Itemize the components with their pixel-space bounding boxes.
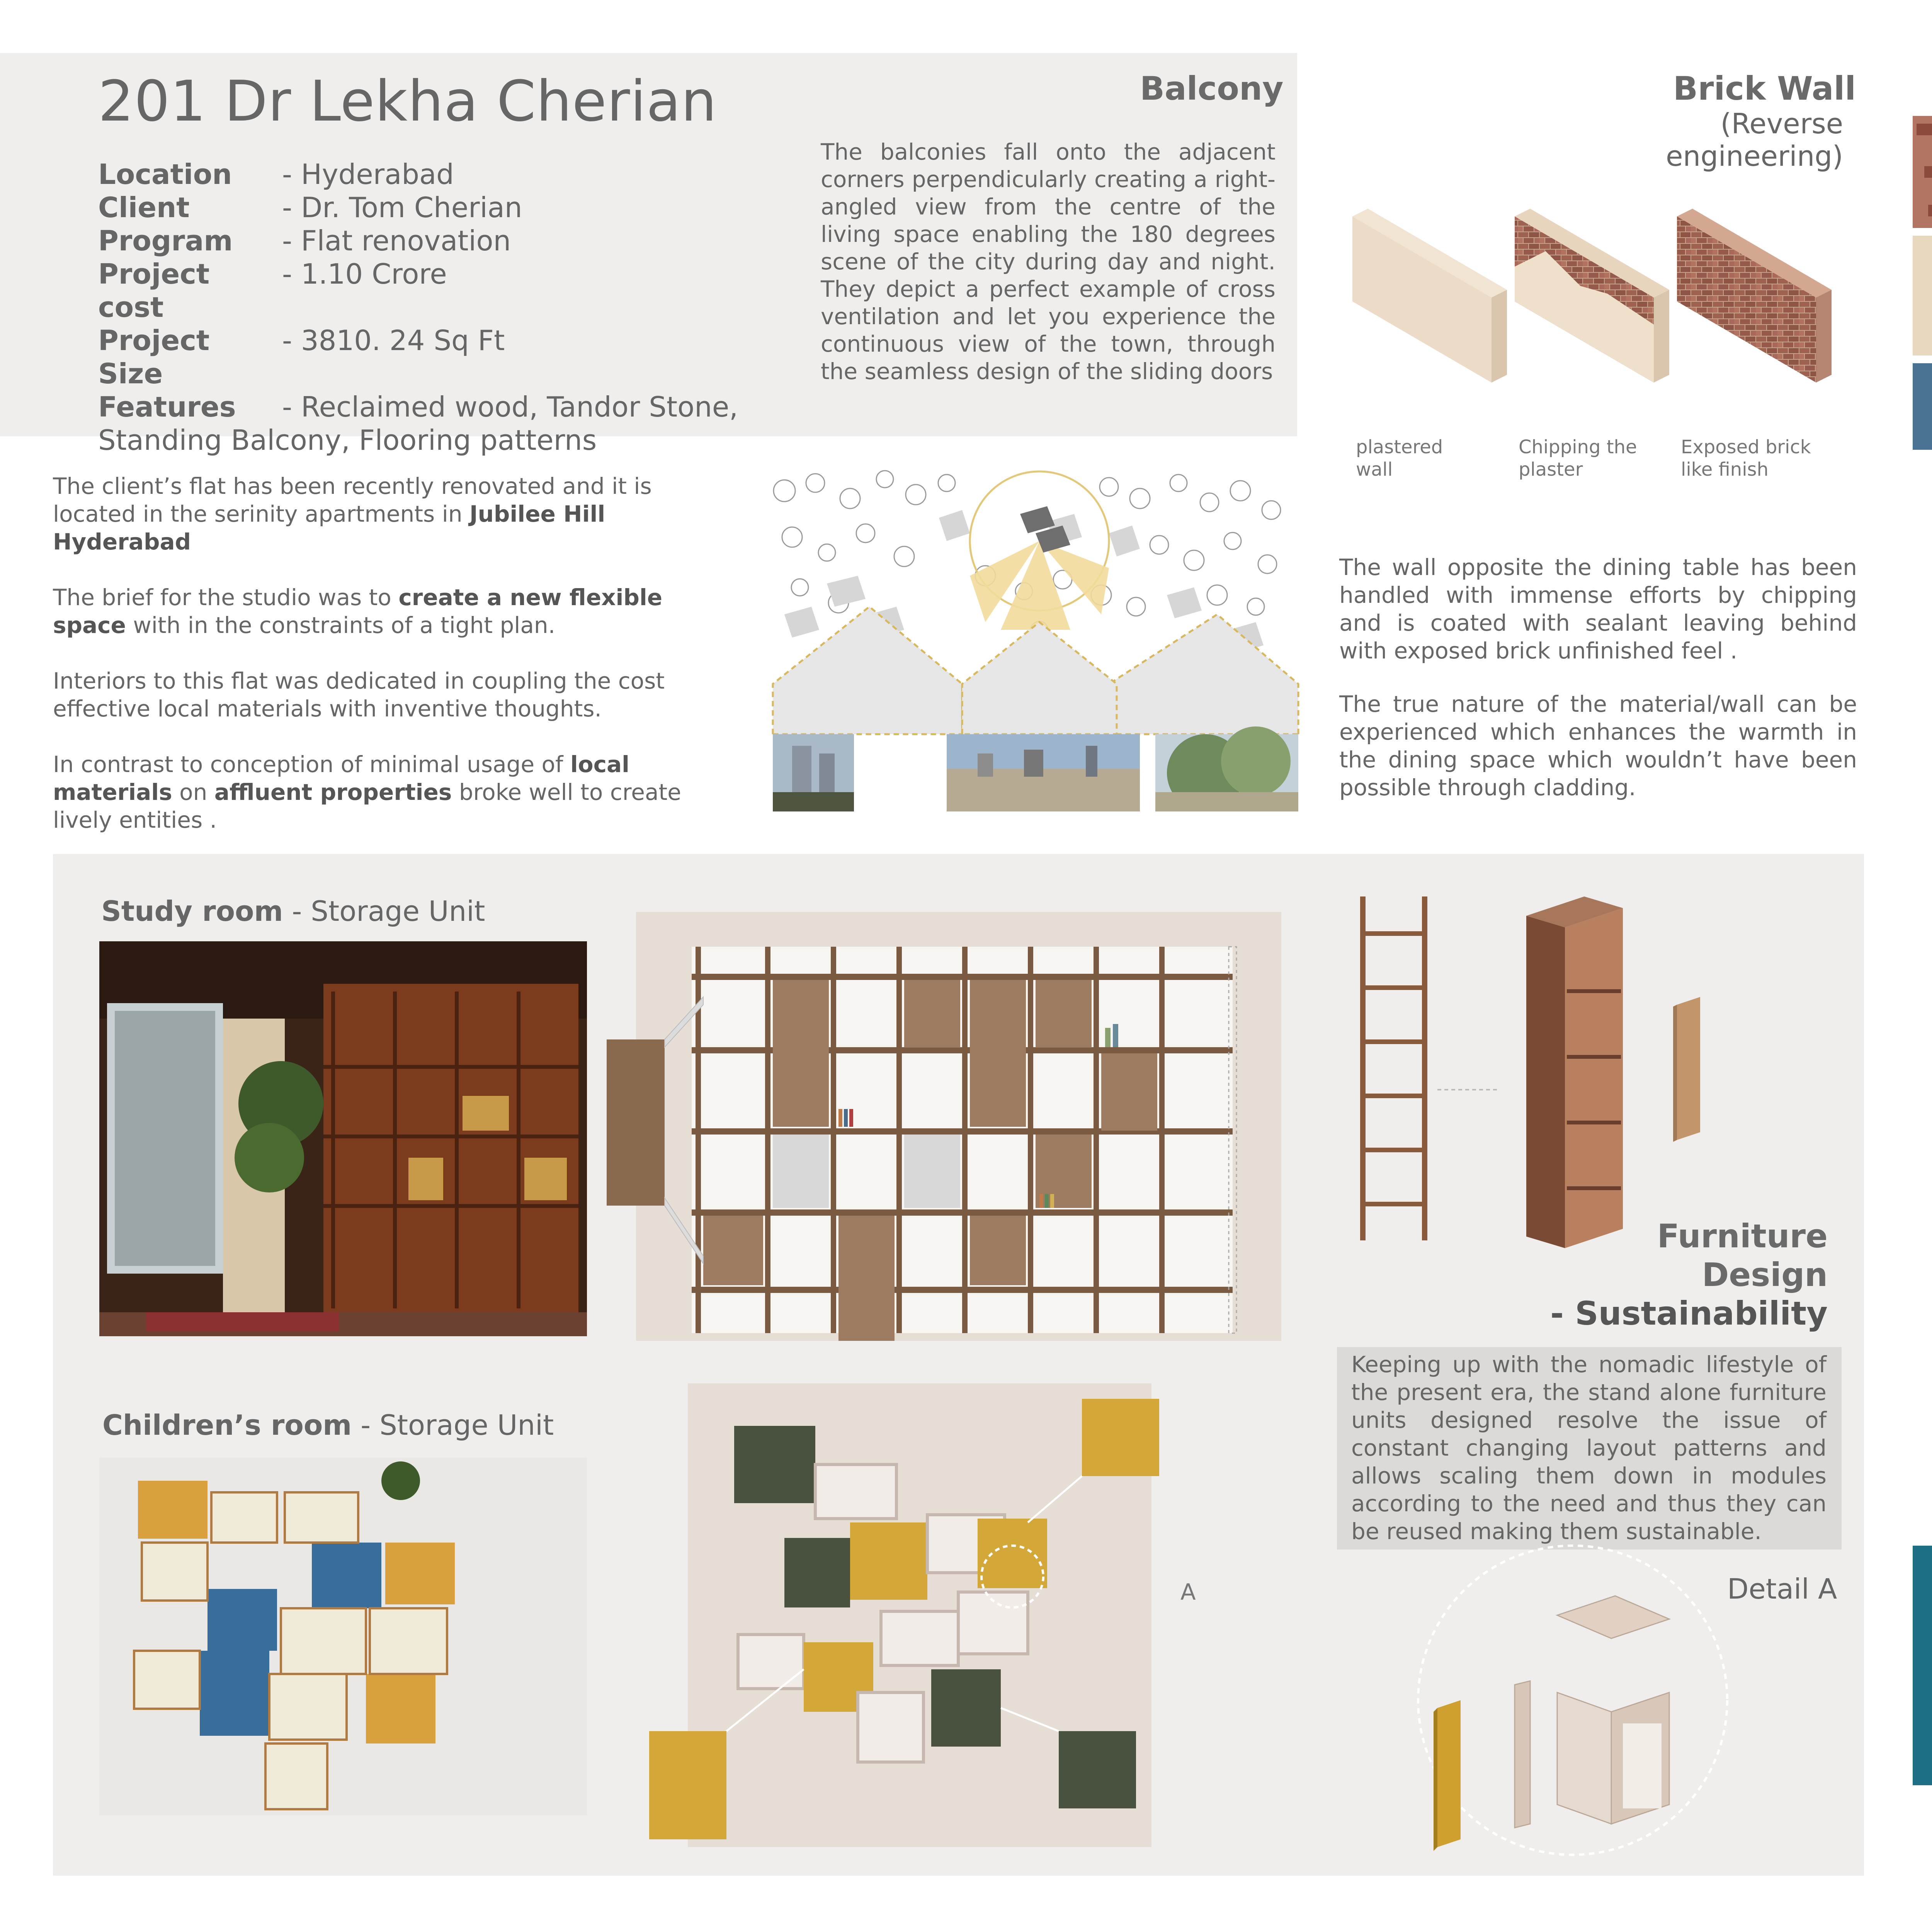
swatch-slate-blue bbox=[1913, 363, 1932, 450]
children-room-title: Children’s room - Storage Unit bbox=[102, 1409, 554, 1441]
site-plan-diagram bbox=[769, 468, 1302, 815]
intro-text bbox=[53, 472, 733, 862]
project-info bbox=[98, 158, 747, 457]
balcony-text: The balconies fall onto the adjacent corners perpendicularly creating a right-angled view from the centre of the living space enabling the 180 degrees scene of the city during day and night. They depict a perfect example of cross ventilation and let you experience the continuous view of the town, through the seamless design of the sliding doors bbox=[821, 139, 1276, 384]
project-title: 201 Dr Lekha Cherian bbox=[98, 69, 717, 134]
info-row-program: Program - Flat renovation bbox=[98, 225, 511, 257]
ladder-frame bbox=[1360, 896, 1427, 1240]
detail-a-label: Detail A bbox=[1727, 1573, 1837, 1605]
view-outline bbox=[773, 607, 1298, 734]
detail-panel-side bbox=[1515, 1681, 1530, 1828]
detail-cube-box bbox=[1557, 1596, 1669, 1824]
swatch-brick bbox=[1913, 116, 1932, 228]
shelf-module-explode bbox=[1352, 893, 1770, 1256]
drawing-teal-swatch bbox=[1913, 1546, 1932, 1785]
view-cones bbox=[970, 471, 1109, 630]
detail-marker-a: A bbox=[1180, 1579, 1196, 1605]
brick-wall-para-2: The true nature of the material/wall can be experienced which enhances the warmth in the dining space which wouldn’t have been possible through cladding. bbox=[1339, 691, 1857, 801]
cabinet-unit bbox=[1526, 896, 1623, 1248]
exposed-brick-block bbox=[1677, 209, 1832, 383]
furniture-title-3: - Sustainability bbox=[1550, 1294, 1828, 1332]
furniture-title-1: Furniture bbox=[1657, 1217, 1828, 1255]
chipping-plaster-block bbox=[1515, 209, 1669, 383]
info-row-features: Features - Reclaimed wood, Tandor Stone, bbox=[98, 391, 738, 423]
view-photo-right bbox=[1155, 726, 1298, 811]
brick-wall-steps-diagram bbox=[1345, 209, 1847, 410]
intro-para-4: In contrast to conception of minimal usage of local materials on affluent properties broke well to create lively entities . bbox=[53, 751, 681, 833]
caption-chipping-plaster: Chipping the plaster bbox=[1519, 436, 1637, 480]
study-room-title: Study room - Storage Unit bbox=[101, 895, 485, 927]
detail-a-diagram bbox=[1399, 1530, 1747, 1870]
caption-exposed-brick: Exposed brick like finish bbox=[1681, 436, 1811, 480]
study-room-photo bbox=[99, 941, 587, 1336]
flat-footprint bbox=[1020, 506, 1070, 553]
brick-wall-para-1: The wall opposite the dining table has been handled with immense efforts by chipping and is coated with sealant leaving behind with exposed brick unfinished feel . bbox=[1339, 554, 1857, 664]
shelf-frame bbox=[665, 947, 1236, 1341]
intro-para-2: The brief for the studio was to create a new flexible space with in the constraints of a tight plan. bbox=[53, 584, 663, 638]
shelf-elevation-diagram bbox=[603, 927, 1252, 1341]
swatch-marble bbox=[1913, 236, 1932, 356]
detail-panel-mustard bbox=[1434, 1700, 1461, 1851]
furniture-text: Keeping up with the nomadic lifestyle of the present era, the stand alone furniture units designed resolve the issue of constant changing layout patterns and allows scaling them down in modules according to the need and thus they can be reused making them sustainable. bbox=[1351, 1351, 1827, 1544]
dining-swatches bbox=[1913, 112, 1932, 518]
info-row-cost: Project cost - 1.10 Crore bbox=[98, 258, 447, 323]
shelf-open-panel bbox=[607, 1039, 665, 1206]
info-row-size: Project Size - 3810. 24 Sq Ft bbox=[98, 324, 505, 390]
furniture-title-2: Design bbox=[1702, 1256, 1828, 1294]
info-row-features-cont: Standing Balcony, Flooring patterns bbox=[98, 424, 597, 456]
intro-para-1: The client’s flat has been recently renovated and it is located in the serinity apartments in Jubilee Hill Hyderabad bbox=[53, 473, 652, 555]
info-row-client: Client - Dr. Tom Cherian bbox=[98, 191, 522, 224]
caption-plastered-wall: plastered wall bbox=[1356, 436, 1443, 480]
children-room-photo bbox=[99, 1458, 587, 1815]
intro-para-3: Interiors to this flat was dedicated in coupling the cost effective local materials with inventive thoughts. bbox=[53, 668, 665, 722]
balcony-heading: Balcony bbox=[1140, 70, 1284, 107]
brick-wall-heading: Brick Wall bbox=[1673, 70, 1856, 107]
view-photo-left bbox=[773, 734, 854, 811]
plastered-wall-block bbox=[1352, 209, 1507, 383]
view-photo-center bbox=[947, 734, 1140, 811]
info-row-location: Location - Hyderabad bbox=[98, 158, 454, 191]
cabinet-door bbox=[1673, 997, 1700, 1142]
brick-wall-subheading: (Reverse engineering) bbox=[1666, 107, 1843, 172]
modular-cubes-diagram bbox=[641, 1376, 1221, 1847]
